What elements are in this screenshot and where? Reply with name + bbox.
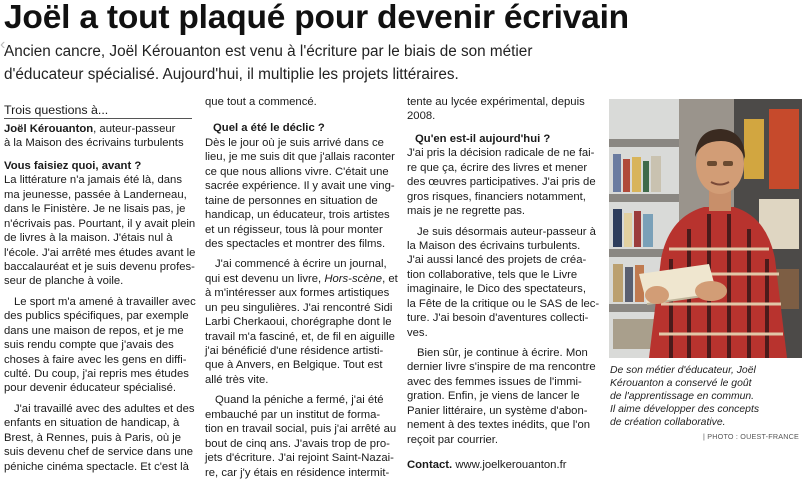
text-line: à m'intéresser aux formes artistiques [205,287,390,300]
text-line: n'écrivais pas. Pourtant, il y avait plein [4,217,196,230]
text-line: sacrée expérience. Il y avait une ving- [205,180,395,193]
interviewee-name: Joël Kérouanton [4,123,94,135]
text-line: Panier littéraire, un système d'abon- [407,404,588,417]
book-title: Hors-scène [324,272,383,285]
text-line: l'école. J'ai arrêté mes études avant le [4,246,196,259]
contact-url[interactable]: www.joelkerouanton.fr [455,459,567,472]
text-line: la Fête de la critique ou le SAS de lec- [407,297,600,310]
question-2: Quel a été le déclic ? [213,122,325,135]
text-line: embauché par un institut de forma- [205,408,381,421]
text-line: Brest, à Rennes, puis à Paris, où je [4,431,182,444]
col1-paragraph-2 [4,295,196,396]
column-3 [407,95,600,473]
text-line: dans le Finistère. Je ne lisais pas, je [4,203,186,216]
text-line: Le sport m'a amené à travailler avec [14,295,196,308]
text-line: J'ai pris la décision radicale de ne fai- [407,147,595,160]
text-line: seur de planche à voile. [4,275,124,288]
text-line: tente au lycée expérimental, depuis [407,96,585,108]
text-line: reçoit par courrier. [407,433,499,446]
text-line: des spectacles et montrer des films. [205,237,386,250]
text-line: ce que nous allions vivre. C'était une [205,165,389,178]
text-fragment: qui est devenu un livre, [205,272,325,285]
text-line: handicap, un éducateur, trois artistes [205,209,390,222]
text-line: culté. Du coup, j'ai repris mes études [4,368,189,380]
text-line: Je suis désormais auteur-passeur à [417,225,596,238]
text-line: dans une maison de repos, et je me [4,324,184,337]
text-line: J'ai travaillé avec des adultes et des [14,402,195,415]
lead-paragraph [4,40,794,86]
photo-credit: | PHOTO : OUEST-FRANCE [703,432,799,441]
text-line: nement à des textes inédits, que l'on [407,419,591,432]
text-line: La littérature n'a jamais été là, dans [4,174,182,187]
text-line: avec des femmes issues de l'immi- [407,375,582,388]
text-line: ture. J'ai besoin d'aventures collecti- [407,312,589,325]
text-line: tion en travail social, puis j'ai arrêté au [205,423,397,436]
text-line: taine de personnes en situation de [205,194,378,207]
text-line: J'ai commencé à écrire un journal, [215,258,387,271]
text-line: travail m'a fasciné, et, de fil en aiguille [205,330,395,343]
text-line: que tout a commencé. [205,96,317,108]
col1-paragraph-3 [4,402,195,474]
question-1: Vous faisiez quoi, avant ? [4,159,142,172]
text-line: choses à faire avec les gens en diffi- [4,353,187,366]
author-photo [609,99,802,358]
text-line: un peu singulières. J'ai rencontré Sidi [205,301,393,314]
col2-paragraph-1 [205,136,395,252]
text-line: gration. Enfin, je viens de lancer le [407,390,580,403]
col3-paragraph-3 [407,346,597,447]
column-1 [4,102,196,474]
text-line: allé très vite. [205,373,269,386]
text-line: tion collaborative, tels que le Livre [407,268,578,281]
sidebar-intro-line [4,122,192,136]
contact-line [407,458,597,472]
sidebar-intro-line: à la Maison des écrivains turbulents [4,137,184,150]
photo-caption [610,364,802,429]
text-line: imaginaire, le Dico des spectateurs, [407,283,586,296]
text-line: Larbi Cherkaoui, chorégraphe dont le [205,316,392,329]
text-line: ma jeunesse, passée à Landerneau, [4,188,187,201]
text-line: de livres à la maison. J'étais nul à [4,232,173,245]
question-3: Qu'en est-il aujourd'hui ? [415,132,551,145]
text-line: Bien sûr, je continue à écrire. Mon [417,347,588,359]
caption-line: Kérouanton a conservé le goût [610,378,752,389]
text-line: la Maison des écrivains turbulents. [407,239,581,252]
text-line: enfants en situation de handicap, à [4,417,180,430]
text-line: dernier livre s'inspire de ma rencontre [407,361,596,374]
lead-line: d'éducateur spécialisé. Aujourd'hui, il multiplie les projets littéraires. [4,66,459,83]
text-line: des œuvres participatives. J'ai pris de [407,176,596,189]
text-line: Dès le jour où je suis arrivé dans ce [205,136,384,149]
chevron-left-icon[interactable]: ‹ [0,36,6,53]
text-line: jets d'écriture. J'ai rejoint Saint-Nazai- [205,452,394,465]
text-line: gros risques, financiers notamment, [407,190,586,203]
text-line: ves. [407,326,428,339]
text-line: pour devenir éducateur spécialisé. [4,382,177,395]
caption-line: Il aime développer des concepts [610,404,760,415]
text-line: suis devenu chef de service dans une [4,446,194,459]
column-2 [205,95,398,480]
text-line: baccalauréat et je suis devenu profes- [4,260,195,273]
text-line: re que ça, écrire des livres et mener [407,161,588,174]
caption-line: De son métier d'éducateur, Joël [610,365,756,376]
text-line: suis rendu compte que j'avais des [4,339,174,352]
text-line: péniche cinéma spectacle. Et c'est là [4,460,189,473]
text-line: Quand la péniche a fermé, j'ai été [215,394,384,407]
headline: Joël a tout plaqué pour devenir écrivain [4,0,629,36]
text-line [205,272,398,286]
interviewee-role: , auteur-passeur [93,123,176,135]
caption-line: de création collaborative. [610,417,726,428]
text-line: mais je ne regrette pas. [407,205,526,218]
text-line: 2008. [407,110,436,123]
col3-paragraph-2 [407,225,600,341]
caption-line: de l'apprentissage en commun. [610,391,755,402]
text-line: bout de cinq ans. J'avais trop de pro- [205,437,390,450]
text-line: des publics spécifiques, par exemple [4,310,189,323]
text-fragment: , et [382,272,398,285]
sidebar-title: Trois questions à... [4,102,192,119]
text-line: j'ai bénéficié d'une résidence artisti- [205,345,384,357]
col3-paragraph-1 [407,146,597,218]
text-line: J'ai aussi lancé des projets de créa- [407,254,587,267]
col2-paragraph-2 [205,257,398,387]
col2-paragraph-3 [205,393,395,480]
text-line: re, car j'y étais en résidence intermit- [205,466,390,479]
text-line: que à Anvers, en Belgique. Tout est [205,359,383,372]
text-line: et un régisseur, tous là pour monter [205,223,383,236]
text-line: lieu, je me suis dit que j'allais raconter [205,151,395,164]
lead-line: Ancien cancre, Joël Kérouanton est venu à l'écriture par le biais de son métier [4,43,533,60]
col1-paragraph-1 [4,173,196,289]
contact-label: Contact. [407,459,453,472]
